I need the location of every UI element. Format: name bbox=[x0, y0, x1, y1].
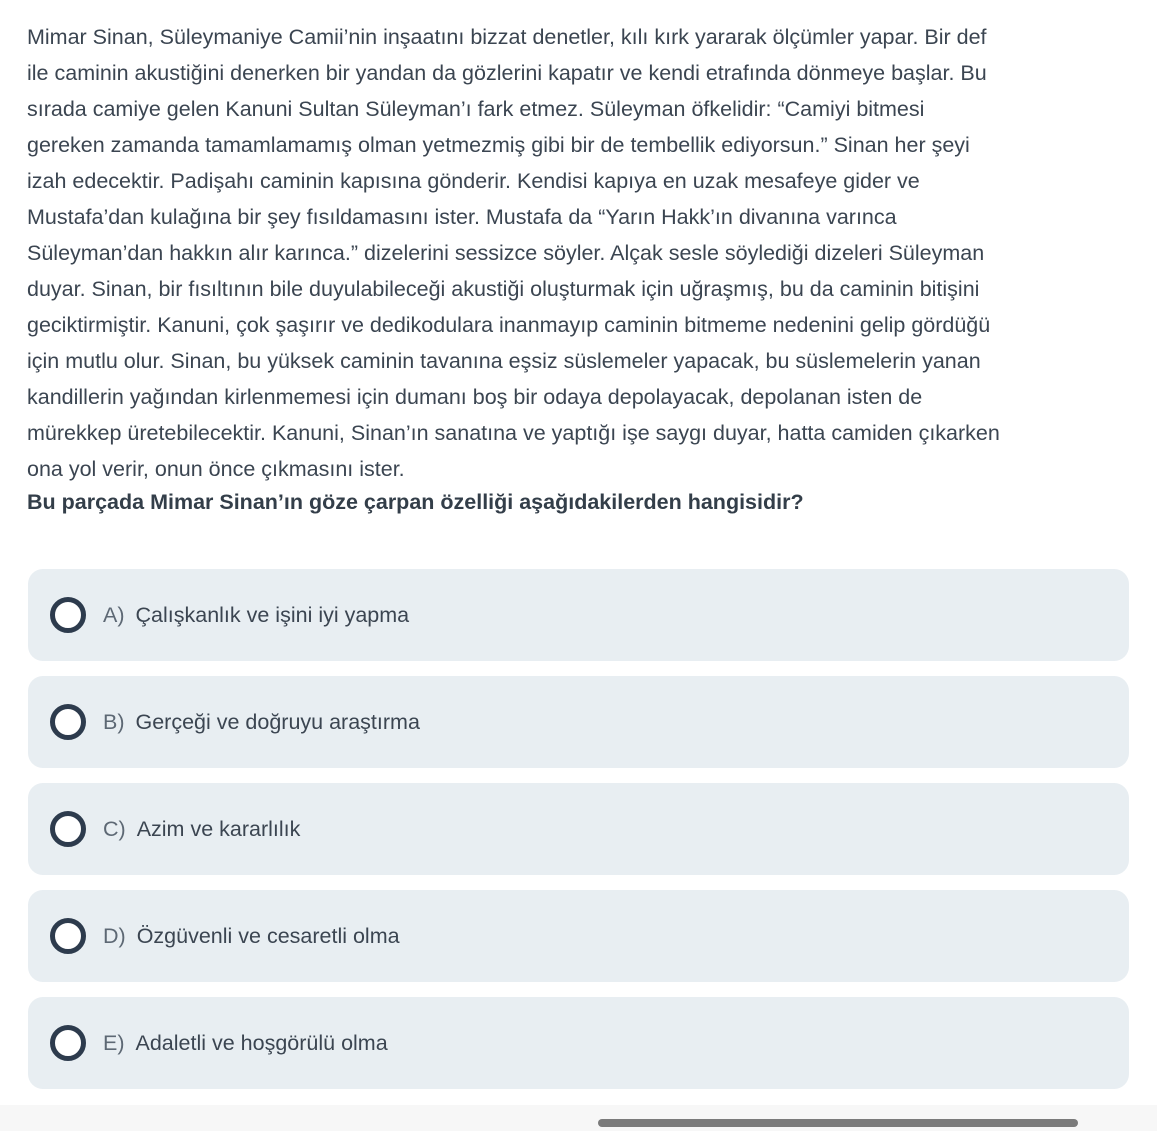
passage-line: ona yol verir, onun önce çıkmasını ister. bbox=[27, 457, 405, 481]
passage-line: kandillerin yağından kirlenmemesi için dumanı boş bir odaya depolayacak, depolanan isten de bbox=[27, 385, 923, 409]
option-label: Azim ve kararlılık bbox=[136, 816, 301, 841]
option-label: Gerçeği ve doğruyu araştırma bbox=[135, 709, 420, 734]
passage-line: Süleyman’dan hakkın alır karınca.” dizelerini sessizce söyler. Alçak sesle söylediği dizeleri Süleyman bbox=[27, 241, 985, 265]
option-letter: A) bbox=[103, 602, 125, 627]
options-list bbox=[28, 569, 1129, 1104]
radio-icon[interactable] bbox=[50, 597, 86, 633]
passage-line: gereken zamanda tamamlamamış olman yetmezmiş gibi bir de tembellik ediyorsun.” Sinan her şeyi bbox=[27, 133, 970, 157]
radio-icon[interactable] bbox=[50, 811, 86, 847]
option-c[interactable] bbox=[28, 783, 1129, 875]
question-text: Bu parçada Mimar Sinan’ın göze çarpan özelliği aşağıdakilerden hangisidir? bbox=[27, 490, 804, 514]
option-letter: D) bbox=[103, 923, 126, 948]
radio-icon[interactable] bbox=[50, 704, 86, 740]
radio-icon[interactable] bbox=[50, 1025, 86, 1061]
passage-line: izah edecektir. Padişahı caminin kapısına gönderir. Kendisi kapıya en uzak mesafeye gider ve bbox=[27, 169, 920, 193]
option-label: Çalışkanlık ve işini iyi yapma bbox=[135, 602, 410, 627]
horizontal-scrollbar-thumb[interactable] bbox=[598, 1119, 1078, 1127]
passage-line: sırada camiye gelen Kanuni Sultan Süleyman’ı fark etmez. Süleyman öfkelidir: “Camiyi bitmesi bbox=[27, 97, 925, 121]
option-d[interactable] bbox=[28, 890, 1129, 982]
passage bbox=[27, 19, 1149, 487]
radio-icon[interactable] bbox=[50, 918, 86, 954]
option-a[interactable] bbox=[28, 569, 1129, 661]
option-label: Adaletli ve hoşgörülü olma bbox=[135, 1030, 388, 1055]
passage-line: mürekkep üretebilecektir. Kanuni, Sinan’ın sanatına ve yaptığı işe saygı duyar, hatta camiden çıkarken bbox=[27, 421, 1000, 445]
option-letter: C) bbox=[103, 816, 126, 841]
passage-line: duyar. Sinan, bir fısıltının bile duyulabileceği akustiği oluşturmak için uğraşmış, bu da caminin bitişini bbox=[27, 277, 980, 301]
passage-line: Mustafa’dan kulağına bir şey fısıldamasını ister. Mustafa da “Yarın Hakk’ın divanına varınca bbox=[27, 205, 897, 229]
option-letter: E) bbox=[103, 1030, 125, 1055]
passage-line: için mutlu olur. Sinan, bu yüksek caminin tavanına eşsiz süslemeler yapacak, bu süslemelerin yanan bbox=[27, 349, 981, 373]
passage-line: Mimar Sinan, Süleymaniye Camii’nin inşaatını bizzat denetler, kılı kırk yararak ölçümler yapar. Bir def bbox=[27, 25, 987, 49]
horizontal-scrollbar-track[interactable] bbox=[0, 1105, 1157, 1131]
passage-line: ile caminin akustiğini denerken bir yandan da gözlerini kapatır ve kendi etrafında dönmeye başlar. Bu bbox=[27, 61, 987, 85]
option-letter: B) bbox=[103, 709, 125, 734]
option-e[interactable] bbox=[28, 997, 1129, 1089]
option-b[interactable] bbox=[28, 676, 1129, 768]
passage-line: geciktirmiştir. Kanuni, çok şaşırır ve dedikodulara inanmayıp caminin bitmeme nedenini gelip gördüğü bbox=[27, 313, 991, 337]
option-label: Özgüvenli ve cesaretli olma bbox=[136, 923, 400, 948]
